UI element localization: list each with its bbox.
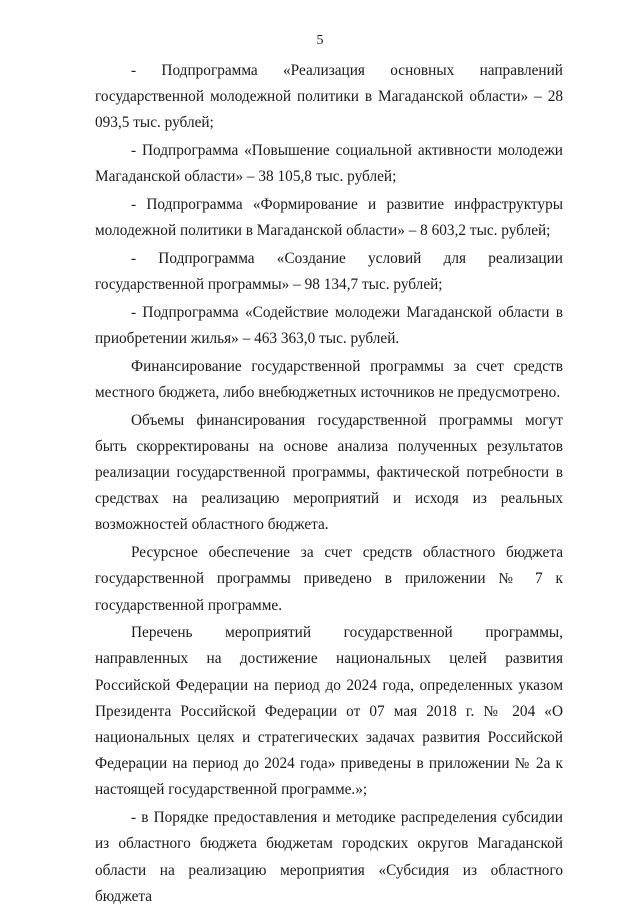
page-number: 5 xyxy=(316,33,324,48)
paragraph-adjustment: Объемы финансирования государственной программы могут быть скорректированы на основе анализа полученных результатов реализации государственной программы, фактической потребности в средствах на реализацию мероприятий и исходя из реальных возможностей областного бюджета. xyxy=(95,411,563,534)
paragraph-financing: Финансирование государственной программы за счет средств местного бюджета, либо внебюджетных источников не предусмотрено. xyxy=(95,357,563,401)
paragraph-subprogram-2: - Подпрограмма «Повышение социальной активности молодежи Магаданской области» – 38 105,8 тыс. рублей; xyxy=(95,142,563,186)
paragraph-resource-support: Ресурсное обеспечение за счет средств областного бюджета государственной программы приведено в приложении № 7 к государственной программе. xyxy=(95,544,563,614)
paragraph-activities-list: Перечень мероприятий государственной программы, направленных на достижение национальных целей развития Российской Федерации на период до 2024 года, определенных указом Президента Российской Федерации от 07 мая 2018 г. № 204 «О национальных целях и стратегических задачах развития Российской Федерации на период до 2024 года» приведены в приложении № 2а к настоящей государственной программе.»; xyxy=(95,624,563,799)
paragraph-subprogram-3: - Подпрограмма «Формирование и развитие инфраструктуры молодежной политики в Магаданской области» – 8 603,2 тыс. рублей; xyxy=(95,196,563,240)
paragraph-subprogram-4: - Подпрограмма «Создание условий для реализации государственной программы» – 98 134,7 тыс. рублей; xyxy=(95,249,563,294)
paragraph-subsidy-procedure: - в Порядке предоставления и методике распределения субсидии из областного бюджета бюджетам городских округов Магаданской области на реализацию мероприятия «Субсидия из областного бюджета xyxy=(95,809,563,905)
paragraph-subprogram-5: - Подпрограмма «Содействие молодежи Магаданской области в приобретении жилья» – 463 363,0 тыс. рублей. xyxy=(95,303,563,348)
paragraph-subprogram-1: - Подпрограмма «Реализация основных направлений государственной молодежной политики в Магаданской области» – 28 093,5 тыс. рублей; xyxy=(95,62,563,132)
document-body xyxy=(95,58,563,912)
